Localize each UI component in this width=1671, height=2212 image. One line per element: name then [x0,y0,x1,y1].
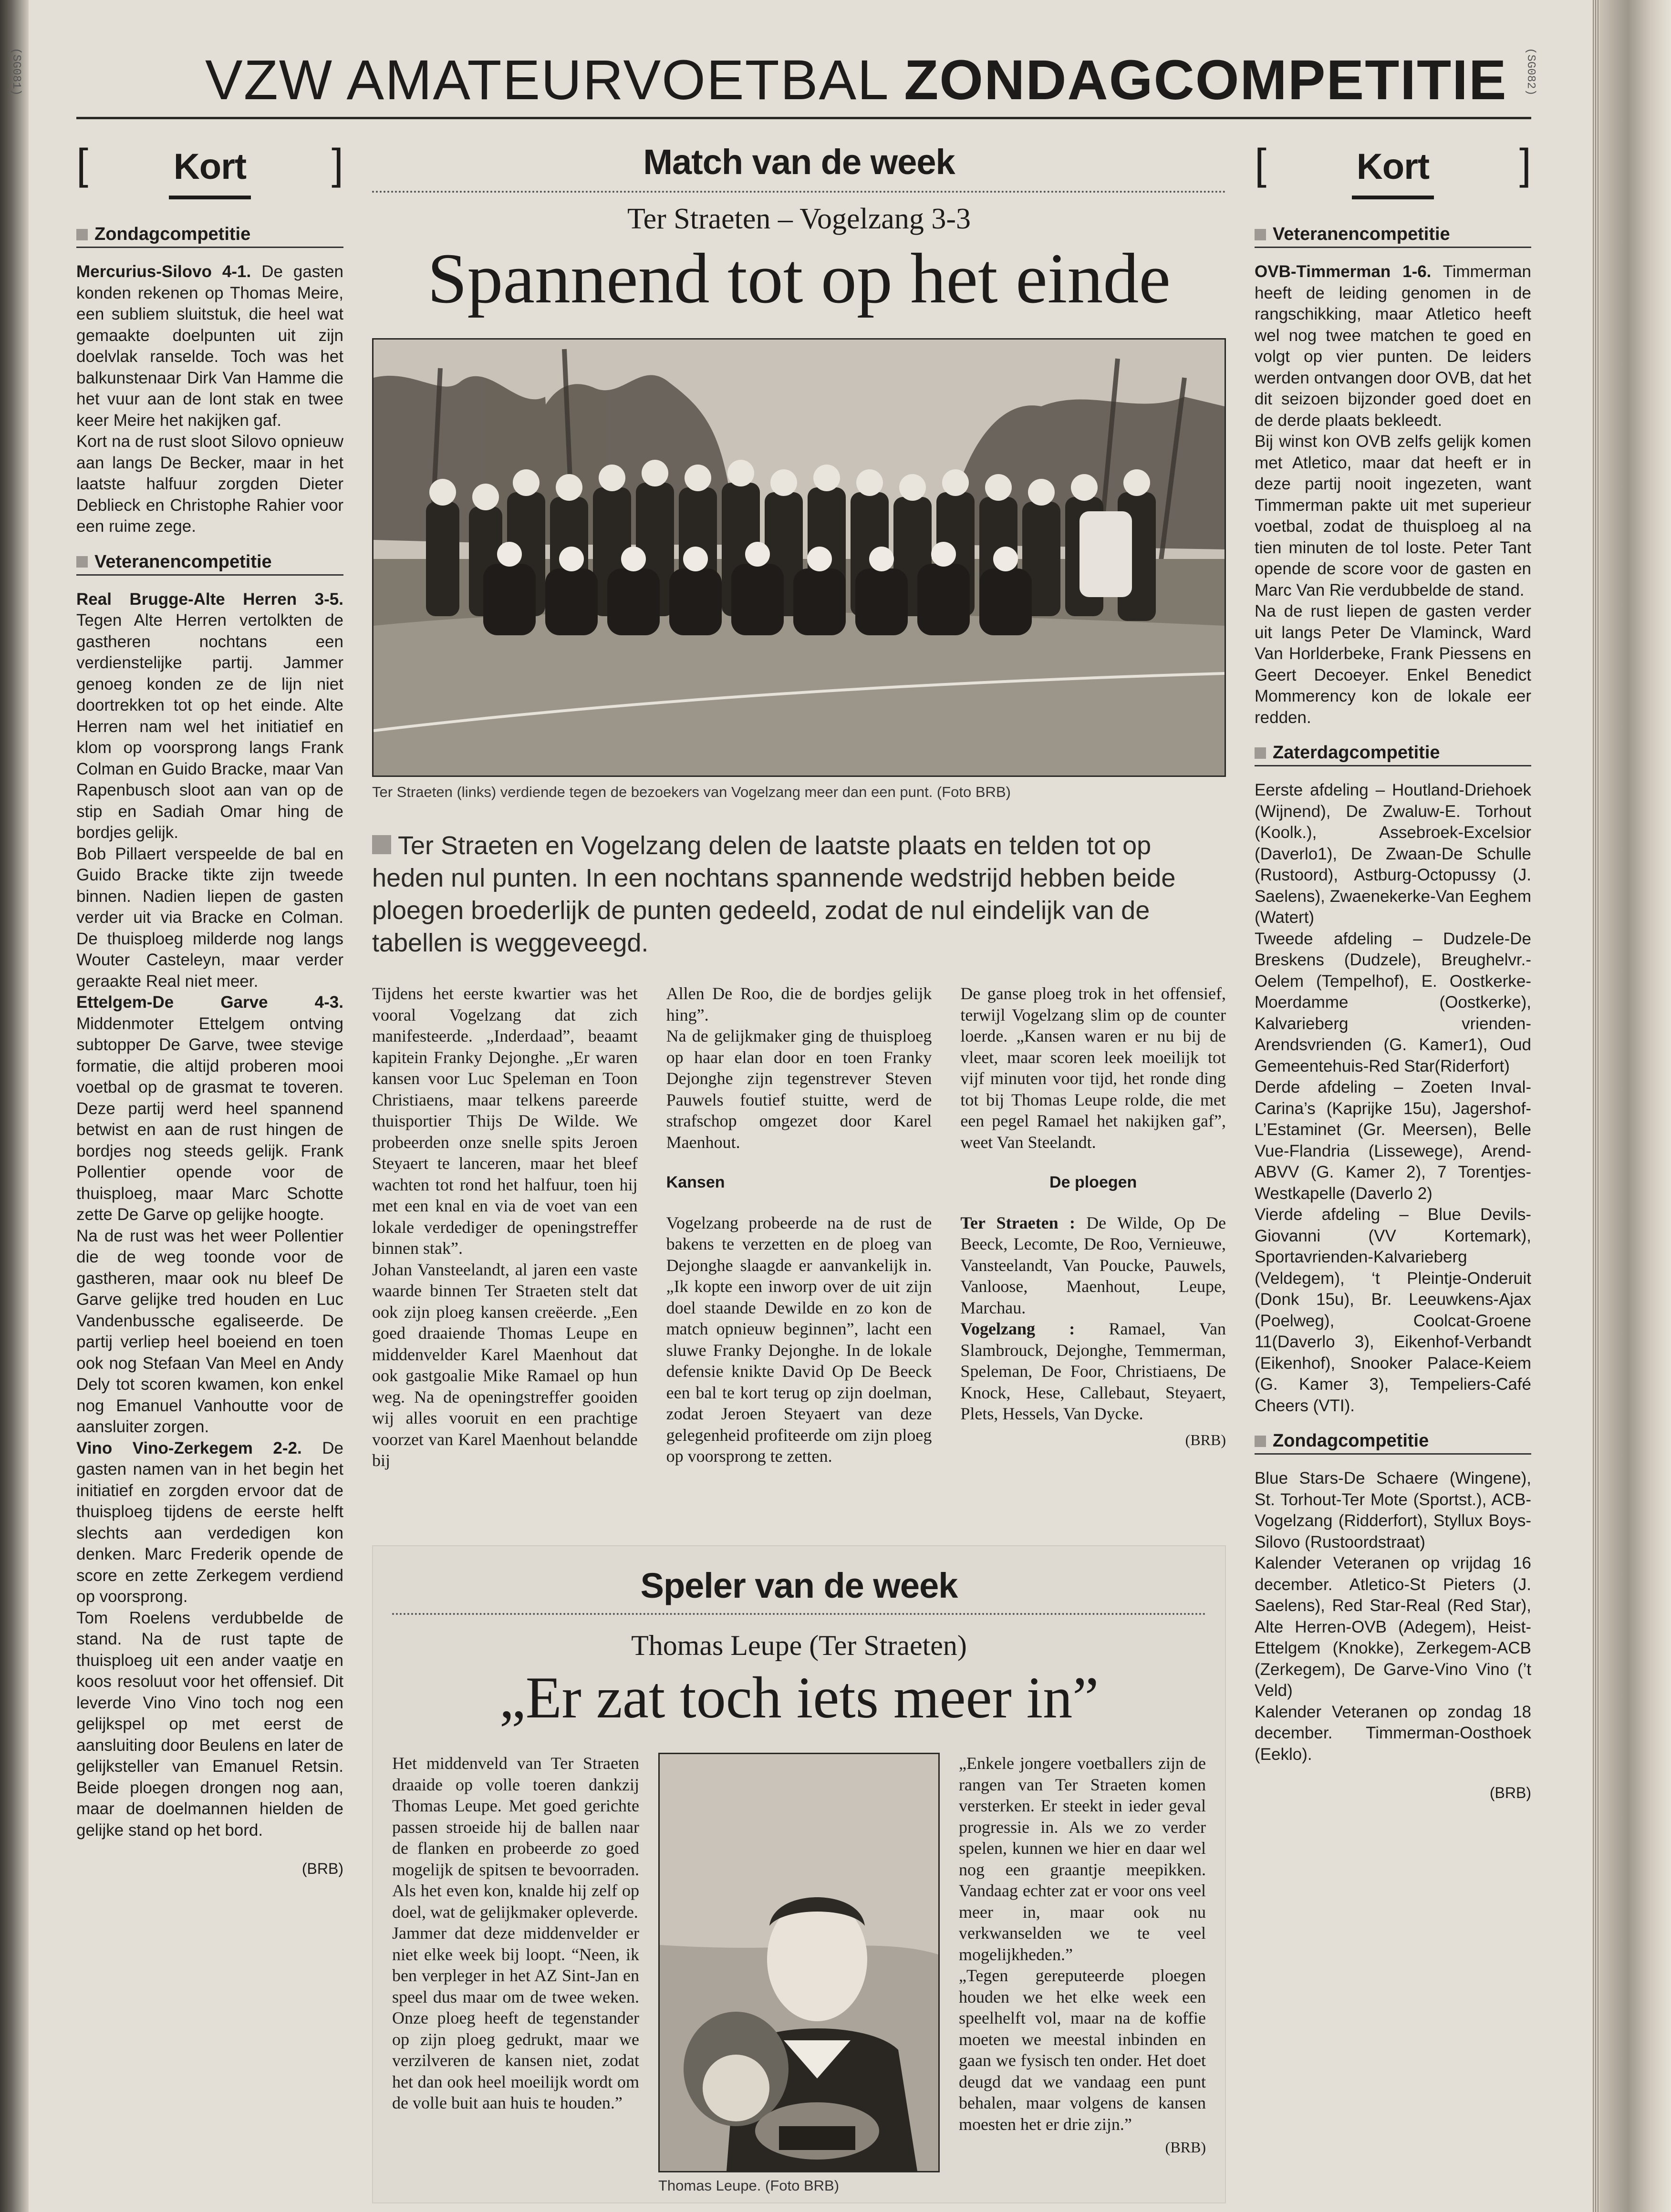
bullet-square [76,229,88,240]
right-sections [1255,224,1531,1765]
article-col2-para3: Vogelzang probeerde na de rust de bakens te verzetten en de ploeg van Dejonghe slaagde er aanvankelijk in. „Ik kopte een inworp over de uit zijn doel staande Dewilde en zo kon de match opnieuw beginnen”, lacht een sluwe Franky Dejonghe. In de lokale defensie knikte David Op De Beeck een bal te kort terug op zijn doelman, zodat Jeroen Steyaert van deze gelegenheid profiteerde om zijn ploeg op voorsprong te zetten. [666,1213,932,1466]
subhead-de-ploegen: De ploegen [1049,1173,1137,1191]
bullet-square [1255,1436,1266,1447]
match-result-lead: OVB-Timmerman 1-6. [1255,262,1432,281]
match-article-columns [372,983,1226,1471]
paragraph: Na de rust was het weer Pollentier die de weg toonde voor de gastheren, maar ook nu bleef De Garve gelijke tred houden en Luc Vandenbussche egaliseerde. De partij verliep heel boeiend en toen ook nog Stefaan Van Meel en Andy Dely tot scoren kwamen, kon enkel nog Emanuel Vanhoutte voor de aansluiter zorgen. [76,1226,343,1436]
match-intro [372,829,1226,959]
bullet-square [1255,747,1266,759]
player-col1-para2: Jammer dat deze middenvelder er niet elke week bij loopt. “Neen, ik ben verpleger in het AZ Sint-Jan en speel dus maar om de twee weken. Onze ploeg heeft de tegenstander op zijn ploeg gedrukt, maar we verzilveren de kansen niet, zodat het dan ook heel moeilijk wordt om de volle buit aan huis te houden.” [392,1923,639,2112]
player-col-1 [392,1753,639,2194]
bracket-open: [ [1255,141,1267,188]
section-body [1255,261,1531,728]
paragraph: Tweede afdeling – Dudzele-De Breskens (Dudzele), Breughelvr.-Oelem (Tempelhof), E. Oostkerke-Moerdamme (Oostkerke), Kalvarieberg vrienden-Arendsvrienden (G. Kamer1), Oud Gemeentehuis-Red Star(Riderfort) [1255,929,1531,1075]
player-photo-image [660,1754,938,2171]
section-heading-text: Veteranencompetitie [94,551,272,572]
right-sign: (BRB) [1489,1784,1531,1801]
lineup-players: Ramael, Van Slambrouck, Dejonghe, Temmerman, Speleman, De Foor, Christiaens, De Knock, Hese, Callebaut, Steyaert, Plets, Hessels, Van Dycke. [960,1319,1226,1423]
right-column [1255,138,1531,2203]
article-col-3 [960,983,1226,1471]
lineup-team-name: Ter Straeten : [960,1213,1075,1232]
dotted-rule [392,1613,1206,1615]
bracket-open: [ [76,141,89,188]
center-column [372,138,1226,2203]
paragraph: Kalender Veteranen op vrijdag 16 december. Atletico-St Pieters (J. Saelens), Red Star-Real (Red Star), Alte Herren-OVB (Adegem), Heist-Ettelgem (Knokke), Zerkegem-ACB (Zerkegem), De Garve-Vino Vino (’t Veld) [1255,1554,1531,1700]
article-col1-para2: Johan Vansteelandt, al jaren een vaste waarde binnen Ter Straeten stelt dat ook zijn ploeg kansen creëerde. „Een goed draaiende Thomas Leupe en middenvelder Karel Maenhout dat ook gastgoalie Mike Ramael op hun weg. Na de openingstreffer gooiden wij alles vooruit en een prachtige voorzet van Karel Maenhout belandde bij [372,1260,638,1470]
match-headline: Spannend tot op het einde [427,239,1171,318]
paragraph: Bob Pillaert verspeelde de bal en Guido Bracke tikte zijn tweede binnen. Nadien liepen de gasten verder uit via Bracke en Colman. De thuisploeg milderde nog langs Wouter Casteleyn, maar verder geraakte Real niet meer. [76,844,343,991]
bullet-square [1255,229,1266,240]
section-heading [1255,1431,1531,1455]
intro-bullet-square [372,835,391,854]
player-photo [658,1753,940,2172]
masthead-light: VZW AMATEURVOETBAL [205,49,888,112]
paragraph: Derde afdeling – Zoeten Inval-Carina’s (Kaprijke 15u), Jagershof-L’Estaminet (Gr. Meersen), Belle Vue-Flandria (Lissewege), Arend-ABVV (G. Kamer 2), 7 Torentjes-Westkapelle (Daverlo 2) [1255,1078,1531,1203]
paragraph: Mercurius-Silovo 4-1. De gasten konden rekenen op Thomas Meire, een subliem sluitstuk, die heel wat gemaakte doelpunten uit zijn doelvlak ranselde. Toch was het balkunstenaar Dirk Van Hamme die het vuur aan de lont stak en twee keer Meire het nakijken gaf. [76,262,343,430]
paragraph: Eerste afdeling – Houtland-Driehoek (Wijnend), De Zwaluw-E. Torhout (Koolk.), Assebroek-Excelsior (Daverlo1), De Zwaan-De Schulle (Rustoord), Astburg-Octopussy (J. Saelens), Zwaenekerke-Van Eeghem (Watert) [1255,781,1531,927]
paragraph: Ettelgem-De Garve 4-3. Middenmoter Ettelgem ontving subtopper De Garve, twee stevige formatie, die altijd proberen mooi voetbal op de grasmat te toveren. Deze partij werd heel spannend betwist en aan de rust hingen de bordjes nog steeds gelijk. Frank Pollentier opende voor de thuisploeg, maar Marc Schotte zette De Garve op gelijke hoogte. [76,993,343,1224]
player-headline: „Er zat toch iets meer in” [499,1665,1099,1730]
paragraph: Tom Roelens verdubbelde de stand. Na de rust tapte de thuisploeg uit een ander vaatje en koos resoluut voor het offensief. Dit leverde Vino Vino toch nog een gelijkspel op met eerst de aansluiting door Beulens en later de gelijksteller van Emanuel Retsin. Beide ploegen drongen nog aan, maar de doelmannen hielden de gelijke stand op het bord. [76,1608,343,1840]
match-of-week-label: Match van de week [643,142,955,182]
paragraph: Bij winst kon OVB zelfs gelijk komen met Atletico, maar dat heeft er in deze partij nooit ingezeten, want Timmerman pakte uit met superieur voetbal, zodat de thuisploeg al na tien minuten de tol loste. Peter Tant opende de score voor de gasten en Marc Van Rie verdubbelde de stand. [1255,432,1531,600]
section-heading-text: Zondagcompetitie [94,224,251,244]
masthead-rule [76,117,1531,119]
paragraph: Na de rust liepen de gasten verder uit langs Peter De Vlaminck, Ward Van Horlderbeke, Frank Piessens en Geert Decoeyer. Enkel Benedict Mommerency kon de lokale eer redden. [1255,602,1531,727]
article-col-1 [372,983,638,1471]
kort-title: Kort [1352,138,1434,199]
article-col1-para1: Tijdens het eerste kwartier was het vooral Vogelzang dat zich manifesteerde. „Inderdaad”, beaamt kapitein Franky Dejonghe. „Er waren kansen voor Luc Speleman en Toon Christiaens, maar telkens pareerde thuisportier Thijs De Wilde. We probeerden onze snelle spits Jeroen Steyaert te lanceren, maar het bleef wachten tot rond het halfuur, toen hij met een knal en via de voet van een lokale verdediger de openingstreffer binnen stak”. [372,984,638,1258]
bracket-close: ] [331,141,343,188]
player-of-week-label: Speler van de week [640,1566,958,1605]
team-photo-image [374,340,1225,775]
paragraph: Real Brugge-Alte Herren 3-5. Tegen Alte Herren vertolkten de gastheren nochtans een verdienstelijke partij. Jammer genoeg konden ze de lijn niet doortrekken tot op het einde. Alte Herren nam wel het initiatief en klom op voorsprong langs Frank Colman en Guido Bracke, maar Van Rapenbusch sloot aan van op de stip en Sadiah Omar hing de bordjes gelijk. [76,589,343,842]
section-heading-text: Veteranencompetitie [1273,224,1450,244]
player-of-week-box [372,1545,1226,2203]
match-result-lead: Mercurius-Silovo 4-1. [76,262,251,281]
player-photo-caption: Thomas Leupe. (Foto BRB) [658,2177,840,2194]
lineup-ter-straeten [960,1212,1226,1319]
match-result-lead: Ettelgem-De Garve 4-3. [76,993,343,1012]
masthead-bold: ZONDAGCOMPETITIE [904,49,1507,112]
section-heading [76,224,343,248]
section-heading [1255,224,1531,248]
paragraph: Kort na de rust sloot Silovo opnieuw aan langs De Becker, maar in het laatste halfuur zorgden Dieter Deblieck en Christophe Rahier voor een ruime zege. [76,432,343,536]
team-photo [372,338,1226,777]
side-code-right: (SG082) [1524,48,1537,96]
player-kicker: Thomas Leupe (Ter Straeten) [631,1630,967,1661]
page-gutter-left [0,0,29,2212]
newspaper-page [76,48,1531,2194]
left-column [76,138,343,2203]
lineup-vogelzang [960,1318,1226,1425]
bullet-square [76,556,88,568]
paragraph: Kalender Veteranen op zondag 18 december. Timmerman-Oosthoek (Eeklo). [1255,1702,1531,1764]
article-col-2 [666,983,932,1471]
paragraph: Vino Vino-Zerkegem 2-2. De gasten namen van in het begin het initiatief en zorgden ervoor dat de thuisploeg tijdens de eerste helft slechts aan verdedigen kon denken. Marc Frederik opende de score en zette Zerkegem verdiend op voorsprong. [76,1438,344,1606]
lineup-team-name: Vogelzang : [960,1319,1075,1338]
match-result-lead: Vino Vino-Zerkegem 2-2. [76,1438,302,1457]
intro-text: Ter Straeten en Vogelzang delen de laatste plaats en telden tot op heden nul punten. In een nochtans spannende wedstrijd hebben beide ploegen broederlijk de punten gedeeld, zodat de nul eindelijk van de tabellen is weggeveegd. [372,831,1176,957]
left-sections [76,224,343,1841]
article-sign: (BRB) [1185,1431,1226,1448]
match-result-lead: Real Brugge-Alte Herren 3-5. [76,589,343,609]
article-col2-para2: Na de gelijkmaker ging de thuisploeg op haar elan door en toen Franky Dejonghe zijn tegenstrever Steven Pauwels foutief stuitte, werd de strafschop omgezet door Karel Maenhout. [666,1026,932,1152]
article-col3-para1: De ganse ploeg trok in het offensief, terwijl Vogelzang slim op de counter loerde. „Kansen waren er nu bij de vleet, maar scoren leek moeilijk tot vijf minuten voor tijd, het ronde ding tot bij Thomas Leupe rolde, die met een pegel Ramael het nakijken gaf”, weet Van Steelandt. [960,984,1226,1152]
kort-header-left [76,138,343,210]
player-sign: (BRB) [1165,2139,1206,2156]
section-body [1255,780,1531,1416]
lineup-players: De Wilde, Op De Beeck, Lecomte, De Roo, Vernieuwe, Vansteelandt, Van Poucke, Pauwels, Vanloose, Maenhout, Leupe, Marchau. [960,1213,1226,1317]
player-col3-para1: „Enkele jongere voetballers zijn de rangen van Ter Straeten komen versterken. Er steekt in ieder geval progressie in. Als we zo verder spelen, kunnen we hier en daar wel nog een graantje meepikken. Vandaag echter zat er voor ons veel meer in, maar ook nu verkwanselden we te veel mogelijkheden.” [959,1754,1206,1964]
paragraph: OVB-Timmerman 1-6. Timmerman heeft de leiding genomen in de rangschikking, maar Atletico heeft wel nog twee matchen te goed en volgt op vier punten. De leiders werden ontvangen door OVB, dat het dit seizoen bijzonder goed doet en de derde plaats bekleedt. [1255,262,1531,430]
player-col3-para2: „Tegen gereputeerde ploegen houden we het elke week een speelhelft vol, maar na de koffie moeten we meestal inbinden en gaan we fysisch ten onder. Het doet deugd dat we vandaag een punt behalen, maar volgens de kansen moesten het er drie zijn.” [959,1966,1206,2134]
section-heading [1255,743,1531,766]
section-body [76,589,343,1841]
team-photo-caption: Ter Straeten (links) verdiende tegen de bezoekers van Vogelzang meer dan een punt. (Foto BRB) [372,784,1011,800]
paragraph: Blue Stars-De Schaere (Wingene), St. Torhout-Ter Mote (Sportst.), ACB-Vogelzang (Ridderfort), Styllux Boys-Silovo (Rustoordstraat) [1255,1469,1531,1551]
player-col1-para1: Het middenveld van Ter Straeten draaide op volle toeren dankzij Thomas Leupe. Met goed gerichte passen stroeide hij de ballen naar de flanken en probeerde zo goed mogelijk de spitsen te bevoorraden. Als het even kon, knalde hij zelf op doel, wat de gelijkmaker opleverde. [392,1754,639,1922]
dotted-rule [372,191,1226,193]
side-code-left: (SG081) [10,48,22,96]
page-stack-edge [1593,0,1599,2212]
section-body [1255,1468,1531,1765]
player-article-columns [392,1753,1206,2194]
kort-header-right [1255,138,1531,210]
masthead [205,48,1541,119]
paragraph: Vierde afdeling – Blue Devils-Giovanni (VV Kortemark), Sportavrienden-Kalvarieberg (Veldegem), ‘t Pleintje-Onderuit (Donk 15u), Br. Leeuwkens-Ajax (Poelweg), Coolcat-Groene 11(Daverlo 3), Eikenhof-Verbandt (Eikenhof), Snooker Palace-Keiem (G. Kamer 3), Tempeliers-Café Cheers (VTI). [1255,1205,1531,1415]
left-sign: (BRB) [301,1860,343,1877]
bracket-close: ] [1519,141,1531,188]
player-photo-wrap [658,1753,940,2194]
section-heading-text: Zaterdagcompetitie [1273,743,1440,763]
article-col2-para1: Allen De Roo, die de bordjes gelijk hing”. [666,984,932,1024]
section-heading-text: Zondagcompetitie [1273,1431,1429,1451]
page-gutter-right [1599,0,1671,2212]
kort-title: Kort [169,138,251,199]
section-heading [76,552,343,576]
match-kicker: Ter Straeten – Vogelzang 3-3 [627,203,971,235]
player-col-3 [959,1753,1206,2194]
subhead-kansen: Kansen [666,1173,725,1191]
section-body [76,261,343,537]
